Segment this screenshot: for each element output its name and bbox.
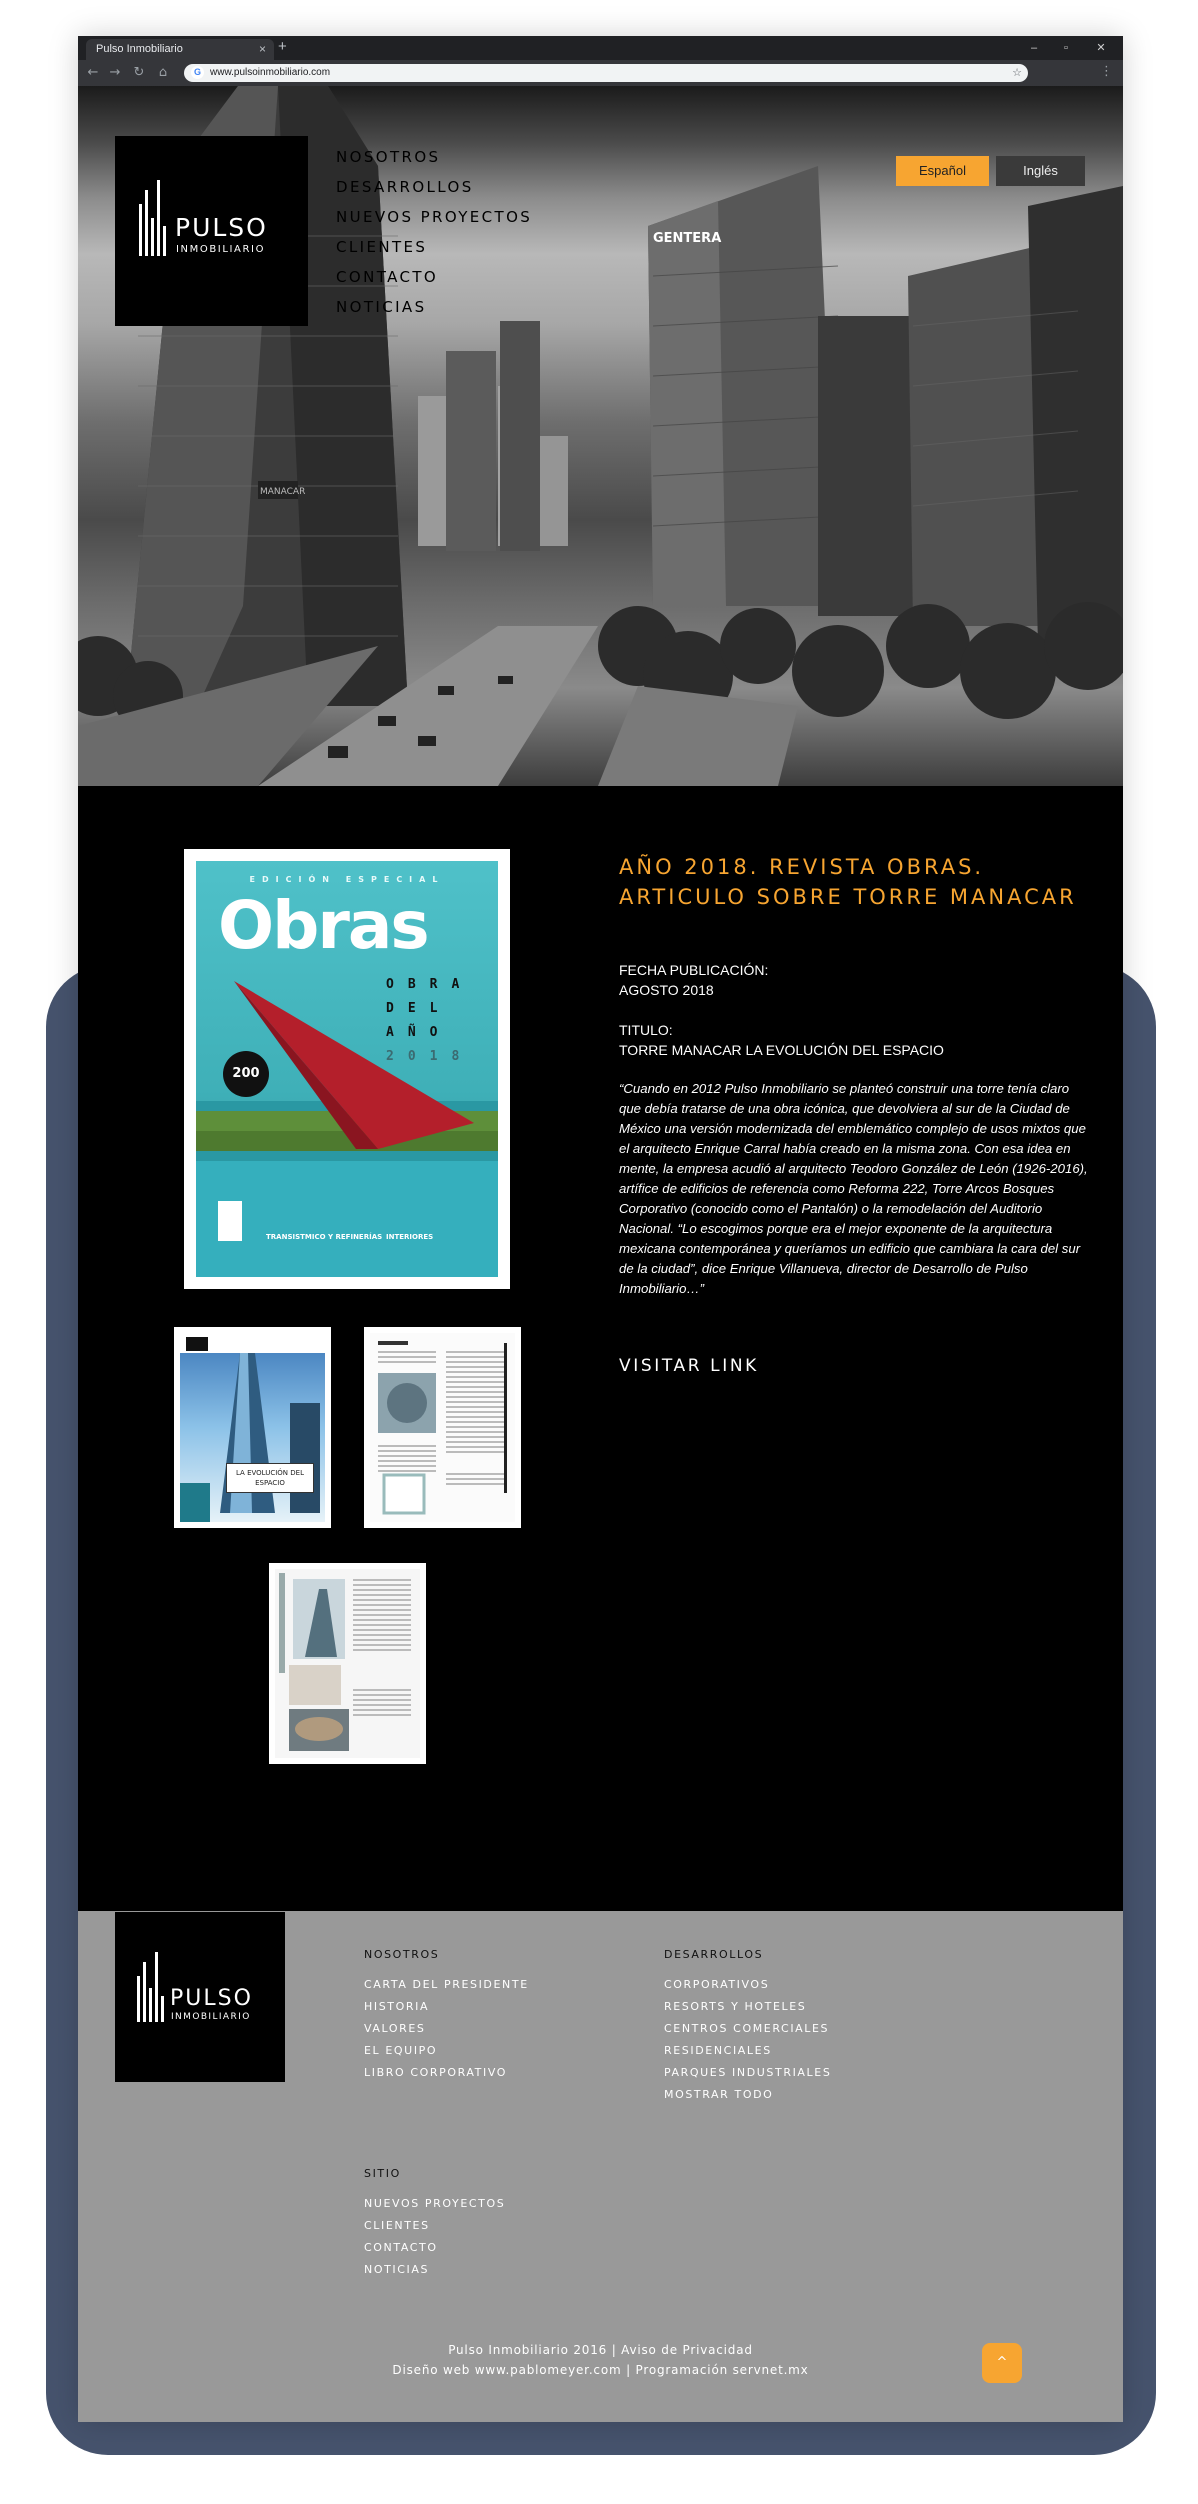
site-info-icon[interactable]: G (191, 66, 204, 79)
thumb-caption: LA EVOLUCIÓN DEL ESPACIO (226, 1463, 314, 1493)
footer-link-mostrar-todo[interactable]: MOSTRAR TODO (664, 2088, 774, 2101)
logo-name: PULSO (175, 213, 268, 242)
article-thumbnail-2[interactable] (364, 1327, 521, 1528)
footer (78, 1911, 1123, 2422)
magazine-cover-image[interactable] (184, 849, 510, 1289)
tab-bar (78, 36, 1123, 60)
article-title: AÑO 2018. REVISTA OBRAS. ARTICULO SOBRE TORRE MANACAR (619, 855, 1077, 909)
hero-banner (78, 86, 1123, 786)
back-icon[interactable]: ← (87, 65, 99, 80)
footer-link-contacto[interactable]: CONTACTO (364, 2241, 438, 2254)
footer-link-libro-corporativo[interactable]: LIBRO CORPORATIVO (364, 2066, 508, 2079)
footer-link-noticias[interactable]: NOTICIAS (364, 2263, 430, 2276)
cover-badge: 200 (223, 1051, 269, 1097)
browser-menu-icon[interactable]: ⋮ (1100, 64, 1113, 79)
hero-sign-gentera: GENTERA (653, 231, 722, 246)
publication-date-label: FECHA PUBLICACIÓN: (619, 962, 769, 978)
footer-link-centros-comerciales[interactable]: CENTROS COMERCIALES (664, 2022, 830, 2035)
minimize-icon[interactable]: – (1030, 42, 1038, 54)
nav-desarrollos[interactable]: DESARROLLOS (336, 178, 474, 196)
logo[interactable] (115, 136, 308, 326)
bookmark-star-icon[interactable]: ☆ (1012, 66, 1022, 79)
footer-link-nuevos-proyectos[interactable]: NUEVOS PROYECTOS (364, 2197, 506, 2210)
footer-heading-desarrollos: DESARROLLOS (664, 1948, 764, 1961)
new-tab-icon[interactable]: + (278, 38, 287, 55)
visit-link[interactable]: VISITAR LINK (619, 1356, 759, 1376)
cover-line: DEL (386, 1001, 452, 1016)
thumb-tower-graphic (180, 1333, 325, 1522)
browser-toolbar (78, 60, 1123, 86)
cover-footer-left: TRANSISTMICO Y REFINERÍAS (266, 1233, 383, 1241)
close-window-icon[interactable]: ✕ (1096, 42, 1106, 54)
address-bar[interactable] (184, 64, 1028, 82)
footer-link-parques-industriales[interactable]: PARQUES INDUSTRIALES (664, 2066, 832, 2079)
nav-contacto[interactable]: CONTACTO (336, 268, 439, 286)
cover-side-text (386, 973, 486, 1069)
cover-line: OBRA (386, 977, 474, 992)
nav-clientes[interactable]: CLIENTES (336, 238, 428, 256)
footer-nosotros-list (364, 1974, 529, 2084)
footer-logo-tagline: INMOBILIARIO (171, 2012, 251, 2022)
thumb-text-page-graphic (370, 1333, 515, 1522)
footer-link-corporativos[interactable]: CORPORATIVOS (664, 1978, 770, 1991)
footer-logo[interactable] (115, 1912, 285, 2082)
forward-icon[interactable]: → (109, 65, 121, 80)
footer-sitio-list (364, 2193, 505, 2281)
logo-tagline: INMOBILIARIO (176, 244, 266, 255)
footer-heading-sitio: SITIO (364, 2167, 401, 2180)
footer-link-residenciales[interactable]: RESIDENCIALES (664, 2044, 772, 2057)
cover-title: Obras (218, 887, 428, 964)
browser-tab[interactable] (86, 39, 274, 60)
footer-link-el-equipo[interactable]: EL EQUIPO (364, 2044, 438, 2057)
thumb-page-2 (370, 1333, 515, 1522)
footer-link-clientes[interactable]: CLIENTES (364, 2219, 430, 2232)
footer-logo-mark (115, 1912, 285, 2082)
footer-link-valores[interactable]: VALORES (364, 2022, 426, 2035)
pulso-logo-mark (115, 136, 308, 326)
article-title-label: TITULO: (619, 1022, 673, 1038)
thumb-plan-page-graphic (275, 1569, 420, 1758)
cover-edition: EDICIÓN ESPECIAL (249, 875, 445, 884)
nav-nosotros[interactable]: NOSOTROS (336, 148, 441, 166)
footer-link-historia[interactable]: HISTORIA (364, 2000, 430, 2013)
back-to-top-button[interactable]: ^ (982, 2343, 1022, 2383)
article-title-value: TORRE MANACAR LA EVOLUCIÓN DEL ESPACIO (619, 1042, 944, 1058)
language-spanish-button[interactable]: Español (896, 156, 989, 186)
cover-line: AÑO (386, 1025, 452, 1040)
reload-icon[interactable]: ↻ (133, 65, 145, 80)
footer-logo-name: PULSO (170, 1986, 253, 2011)
footer-link-carta-presidente[interactable]: CARTA DEL PRESIDENTE (364, 1978, 529, 1991)
nav-nuevos-proyectos[interactable]: NUEVOS PROYECTOS (336, 208, 533, 226)
main-navigation (336, 142, 532, 322)
url-text[interactable]: www.pulsoinmobiliario.com (210, 67, 331, 78)
thumb-page-3 (275, 1569, 420, 1758)
article-section (78, 786, 1123, 1911)
maximize-icon[interactable]: ▫ (1064, 42, 1068, 54)
footer-heading-nosotros: NOSOTROS (364, 1948, 440, 1961)
hero-sign-manacar: MANACAR (260, 487, 306, 497)
nav-noticias[interactable]: NOTICIAS (336, 298, 427, 316)
cover-artwork (196, 861, 498, 1277)
footer-credits[interactable]: Diseño web www.pablomeyer.com | Programación servnet.mx (392, 2363, 809, 2377)
publication-date-value: AGOSTO 2018 (619, 982, 714, 998)
footer-desarrollos-list (664, 1974, 831, 2106)
article-thumbnail-3[interactable] (269, 1563, 426, 1764)
cover-footer-right: INTERIORES (386, 1233, 434, 1241)
home-icon[interactable]: ⌂ (158, 65, 168, 80)
footer-link-resorts-hoteles[interactable]: RESORTS Y HOTELES (664, 2000, 807, 2013)
footer-copyright[interactable]: Pulso Inmobiliario 2016 | Aviso de Privacidad (448, 2343, 753, 2357)
thumb-page-1 (180, 1333, 325, 1522)
article-excerpt: “Cuando en 2012 Pulso Inmobiliario se planteó construir una torre tenía claro que debía tratarse de una obra icónica, que devolviera al sur de la Ciudad de México una versión modernizada del emblemático complejo de usos mixtos que el arquitecto Enrique Carral había creado en la misma zona. Con esa idea en mente, la empresa acudió al arquitecto Teodoro González de León (1926-2016), artífice de edificios de referencia como Reforma 222, Torre Arcos Bosques Corporativo (conocido como el Pantalón) o la remodelación del Auditorio Nacional. “Lo escogimos porque era el mejor exponente de la arquitectura mexicana contemporánea y queríamos un edificio que cambiara la cara del sur de la ciudad”, dice Enrique Villanueva, director de Desarrollo de Pulso Inmobiliario…” (619, 1081, 1088, 1296)
language-english-button[interactable]: Inglés (996, 156, 1085, 186)
cover-line: 2018 (386, 1049, 474, 1064)
article-thumbnail-1[interactable] (174, 1327, 331, 1528)
tab-close-icon[interactable]: × (258, 42, 266, 56)
browser-window (78, 36, 1123, 2422)
tab-title: Pulso Inmobiliario (96, 43, 183, 55)
